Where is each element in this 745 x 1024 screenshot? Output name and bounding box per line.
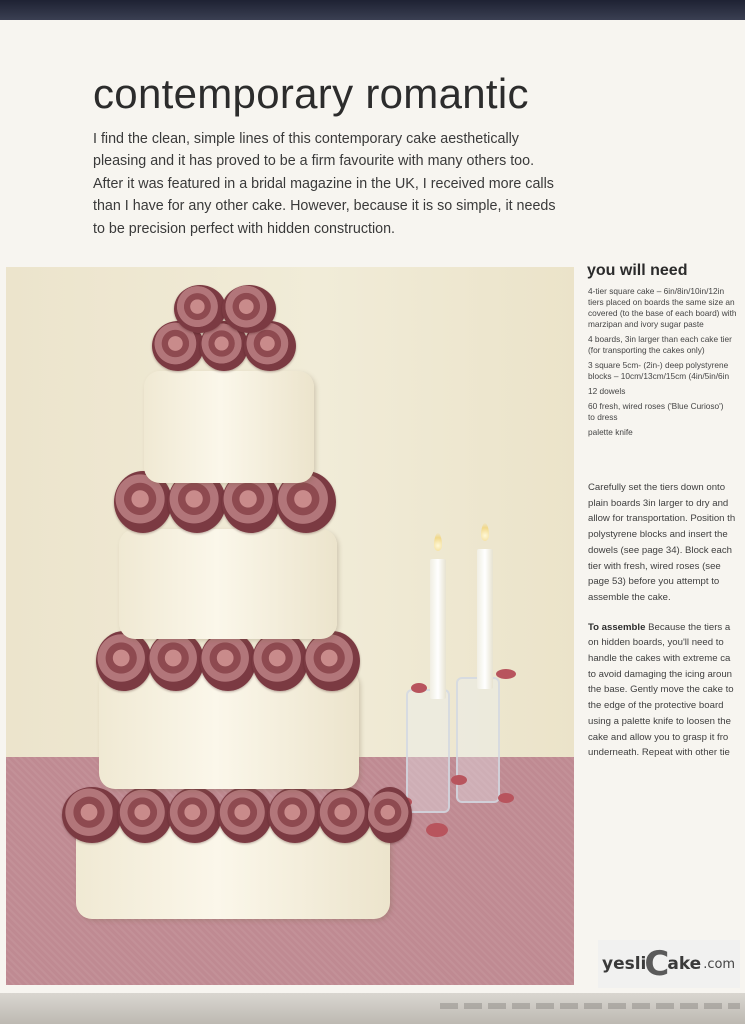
rose-petal: [496, 669, 516, 679]
rose-petal: [498, 793, 514, 803]
chef-hat-c-icon: C: [644, 944, 670, 984]
candle-flame-left: [434, 533, 442, 551]
candle-holder-left: [406, 689, 450, 813]
method-paragraph-2: To assemble Because the tiers a on hidden boards, you'll need to handle the cakes with extreme ca to avoid damaging the icing aroun the base. Gently move the cake to the edge of the protective board using a palette knife to loosen the cake and allow you to grasp it fro underneath. Repeat with other tie: [588, 621, 734, 759]
page-bottom-edge: [0, 993, 745, 1024]
need-line: blocks – 10cm/13cm/15cm (4in/5in/6in: [588, 371, 730, 381]
need-line: 4-tier square cake – 6in/8in/10in/12in: [588, 286, 725, 296]
need-line: covered (to the base of each board) with: [588, 308, 737, 318]
cake-photo: [6, 267, 574, 985]
cake-tier-top: [144, 371, 314, 483]
need-line: tiers placed on boards the same size an: [588, 297, 735, 307]
method-text: [588, 480, 745, 775]
site-watermark: [598, 940, 740, 988]
assemble-lead: To assemble: [588, 621, 646, 633]
need-line: palette knife: [588, 427, 633, 437]
need-line: 60 fresh, wired roses ('Blue Curioso'): [588, 401, 724, 411]
rose-cluster-crown: [174, 285, 272, 333]
intro-paragraph: I find the clean, simple lines of this contemporary cake aesthetically pleasing and it has proved to be a firm favourite with many others too. After it was featured in a bridal magazine in the UK, I received more calls than I have for any other cake. However, because it is so simple, it needs to be precision perfect with hidden construction.: [93, 131, 556, 237]
cake-tier-second: [119, 529, 337, 639]
rose-band-bottom: [62, 787, 408, 843]
candle-left: [430, 559, 446, 699]
rose-petal: [411, 683, 427, 693]
you-will-need-list: [588, 286, 745, 442]
page-title: contemporary romantic: [93, 70, 529, 117]
need-line: 4 boards, 3in larger than each cake tier: [588, 334, 732, 344]
page-top-edge: [0, 0, 745, 20]
you-will-need-heading: you will need: [587, 262, 688, 279]
need-line: 12 dowels: [588, 386, 626, 396]
need-line: (for transporting the cakes only): [588, 345, 705, 355]
need-line: marzipan and ivory sugar paste: [588, 319, 704, 329]
method-paragraph-1: Carefully set the tiers down onto plain boards 3in larger to dry and allow for transportation. Position th polystyrene blocks and insert the dowels (see page 34). Block each tier with fresh, wired roses (see page 53) before you attempt to assemble the cake.: [588, 482, 736, 603]
watermark-logo: yesli C ake .com: [602, 944, 736, 984]
rose-band-third: [96, 631, 356, 691]
candle-right: [477, 549, 493, 689]
rose-petal: [426, 823, 448, 837]
candle-flame-right: [481, 523, 489, 541]
need-line: 3 square 5cm- (2in-) deep polystyrene: [588, 360, 729, 370]
need-line: to dress: [588, 412, 618, 422]
rose-petal: [451, 775, 467, 785]
